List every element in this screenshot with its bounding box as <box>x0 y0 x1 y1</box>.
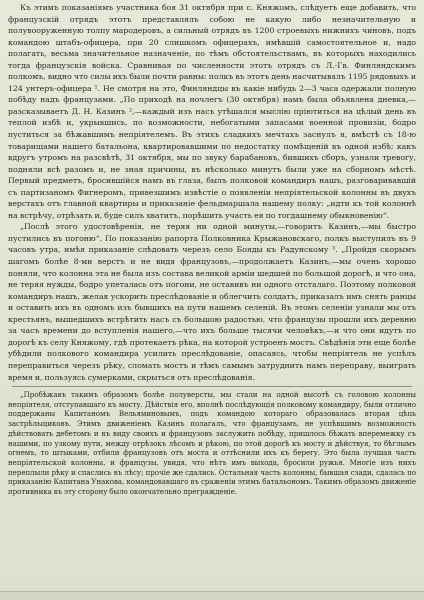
page-bottom-edge <box>0 591 424 600</box>
paragraph: Къ этимъ показаніямъ участника боя 31 октября при с. Княжомъ, слѣдуетъ еще добавить, что французскій отрядъ этотъ представлялъ собою не какую либо незначительную и полувооруженную толпу мародеровъ, а сильный отрядъ въ 1200 строевыхъ нижнихъ чиновъ, подъ командою штабъ-офицера, при 20 слишкомъ офицерахъ, имѣвшій самостоятельное и, надо полагать, весьма значительное назначеніе, по тѣмъ обстоятельствамъ, въ которыхъ находились тогда французскія войска. Сравнивая по численности этотъ отрядъ съ Л.-Гв. Финляндскимъ полкомъ, видно что силы ихъ были почти равны: полкъ въ этотъ день насчитывалъ 1195 рядовыхъ и 124 унтеръ-офицера ¹. Не смотря на это, Финляндцы въ какіе нибудь 2—3 часа одержали полную побѣду надъ французами. „По приходѣ на ночлегъ (30 октября) намъ была объявлена дневка,—разсказываетъ Д. Н. Казинъ ²,—каждый изъ насъ утѣшался мыслію пріютиться на цѣлый день въ теплой избѣ и, укрывшись, по возможности, небогатыми запасами военной провизіи, бодро пуститься за бѣжавшимъ непріятелемъ. Въ этихъ сладкихъ мечтахъ заснулъ я, вмѣстѣ съ 18-ю товарищами нашего батальона, квартировавшими по недостатку помѣщеній въ одной избѣ; какъ вдругъ утромъ на разсвѣтѣ, 31 октября, мы по звуку барабановъ, бившихъ сборъ, узнали тревогу, подняли всѣ разомъ и, не зная причины, въ нѣсколько минутъ были уже на сборномъ мѣстѣ. Первый предметъ, бросившійся намъ въ глаза, былъ полковой командиръ нашъ, разговаривавшій съ партизаномъ Фигнеромъ, привезшимъ извѣстіе о появленіи непріятельской колонны въ двухъ верстахъ отъ главной квартиры и приказаніе фельдмаршала нашему полку: „идти къ той колоннѣ на встрѣчу, отрѣзать и, буде силъ хватитъ, порѣшить участь ея по тогдашнему обыкновенію“. <box>8 3 416 220</box>
paragraph: „Послѣ этого удостовѣренія, не теряя ни одной минуты,—говоритъ Казинъ,—мы быстро пустились въ погоню“. По показанію рапорта Полковника Крыжановскаго, полкъ выступилъ въ 9 часовъ утра, имѣя приказаніе слѣдовать черезъ село Бояды къ Радунскому ³. „Пройдя скорымъ шагомъ болѣе 8-ми верстъ и не видя французовъ,—продолжаетъ Казинъ,—мы очень хорошо поняли, что колонна эта не была изъ состава великой арміи шедшей по большой дорогѣ, и что она, не теряя нужды, бодро упеталась отъ погони, не оставивъ ни одного отсталаго. Поэтому полковой командиръ нашъ, желая ускорить преслѣдованіе и облегчить солдатъ, приказалъ имъ снять ранцы и оставить ихъ въ одномъ изъ бывшихъ на пути нашемъ селеній. Въ этомъ селеніи узнали мы отъ крестьянъ, вышедшихъ встрѣтить насъ съ большою радостью, что французы прошли ихъ деревню за часъ времени до вступленія нашего,—что ихъ больше тысячи человѣкъ,—и что они идутъ по дорогѣ къ селу Княжому, гдѣ протекаетъ рѣка, на которой устроенъ мостъ. Свѣдѣнія эти еще болѣе убѣдили полкового командира усилить преслѣдованіе, опасаясь, чтобы непріятель не успѣлъ переправиться черезъ рѣку, сломать мостъ и тѣмъ самымъ затруднить намъ переправу, выиграть время и, пользуясь сумерками, скрыться отъ преслѣдованія. <box>8 222 416 382</box>
main-text <box>8 2 416 383</box>
small-print-text <box>8 390 416 497</box>
text-column <box>8 2 416 497</box>
paragraph: „Пробѣжавъ такимъ образомъ болѣе полуверсты, мы стали на одной высотѣ съ головою колонны непріятеля, отступавшаго къ мосту. Дѣйствія его, вполнѣ послѣдующія полковому командиру, были отлично поддержаны Капитаномъ Вельяминовымъ, подъ командою котораго образовалась вторая цѣпь застрѣльщиковъ. Этимъ движеніемъ Казинъ полагалъ, что французамъ, не успѣвшимъ возможность дѣйствовать дебетомъ и въ виду своихъ и французовъ заслужить побѣду, пришлось бѣжать вперемежку съ нашими, по узкому пути, между отрѣзокъ лѣсомъ и рѣкою, по этой дорогѣ къ мосту и дѣйствуя, то бѣглымъ огнемъ, то штыками, отбили французовъ отъ моста и оттѣснили ихъ къ берегу. Это была лучшая часть непріятельской колонны, и французы, увидя, что нѣтъ имъ выхода, бросили ружья. Многіе изъ нихъ переплыли рѣку и спаслись въ лѣсу; прочіе же сдались. Остальная часть колонны, бывшая сзади, сдалась по приказанію Капитана Унакова, командовавшаго въ сраженіи этимъ батальономъ. Такимъ образомъ движеніе противника въ эту сторону было окончательно прегражденіе. <box>8 390 416 497</box>
divider <box>12 386 412 387</box>
